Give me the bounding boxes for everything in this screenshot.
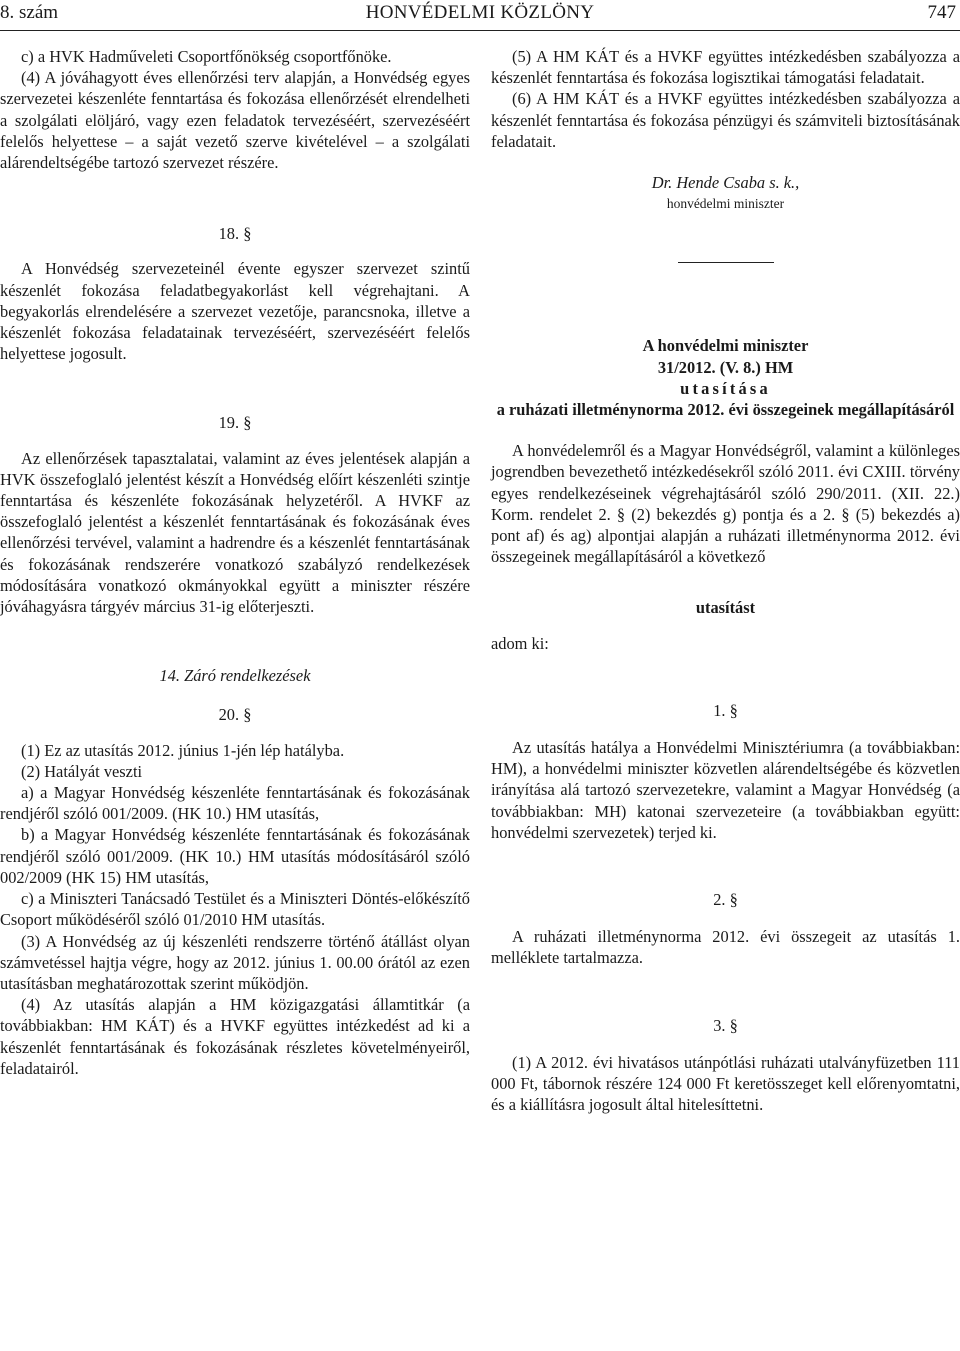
section-18-heading: 18. § [218,224,252,244]
section-20-item-1: (1) Ez az utasítás 2012. június 1-jén lép hatályba. [21,740,345,760]
order-keyword: utasítást [695,598,756,618]
journal-title: HONVÉDELMI KÖZLÖNY [365,2,595,23]
section-2-heading: 2. § [713,890,738,910]
left-column [0,46,470,1079]
order-adom-ki: adom ki: [491,633,549,653]
page-number: 747 [927,2,956,23]
order-title-number: 31/2012. (V. 8.) HM [657,357,794,377]
paragraph-5: (5) A HM KÁT és a HVKF együttes intézkedésben szabályozza a készenlét fenntartása és fokozása logisztikai támogatási feladatait. [491,47,960,88]
paragraph-4: (4) A jóváhagyott éves ellenőrzési terv alapján, a Honvédség egyes szervezetei készenléte fenntartása és fokozása ellenőrzését elrendelheti a szolgálati elöljáró, vagy ezen feladatok tervezéséért, szervezéséért felelős helyettese – a saját vezető szerve kivételével – a szolgálati alárendeltségébe tartozó szervezet részére. [0,68,470,173]
section-3-heading: 3. § [713,1015,738,1035]
section-20-item-4: (4) Az utasítás alapján a HM közigazgatási államtitkár (a továbbiakban: HM KÁT) és a HVKF együttes intézkedést ad ki a készenlét fenntartásának és fokozásának részletes követelményeiről, feladatairól. [0,995,470,1078]
section-20-heading: 20. § [218,705,252,725]
section-2-text: A ruházati illetménynorma 2012. évi összegeit az utasítás 1. melléklete tartalmazza. [491,927,960,968]
paragraph-6: (6) A HM KÁT és a HVKF együttes intézkedésben szabályozza a készenlét fenntartása és fokozása pénzügyi és számviteli biztosításának feladatait. [491,89,960,151]
section-19-heading: 19. § [218,413,252,433]
order-title-type: utasítása [680,378,771,398]
section-20-item-2b: b) a Magyar Honvédség készenléte fenntartásának és fokozásának rendjéről szóló 001/2009. (HK 10.) HM utasítás módosításáról szóló 002/2009 (HK 15) HM utasítás, [0,825,470,887]
section-19-text: Az ellenőrzések tapasztalatai, valamint az éves jelentések alapján a HVK összefoglaló jelentést készít a Honvédség előírt készenléti szintje fenntartása és készenléte fokozásának helyzetéről. A HVKF az összefoglaló jelentést a készenlét fenntartásának és fokozásának éves ellenőrzési tervével, valamint a hadrendre és a készenlét fenntartásának és fokozásának rendszerére vonatkozó szabályzó rendelkezések módosítására vonatkozó okmányokkal együtt a miniszter részére jóváhagyásra tárgyév március 31-ig előterjeszti. [0,448,470,617]
issue-number: 8. szám [0,2,59,23]
section-20-item-2: (2) Hatályát veszti [21,761,143,781]
chapter-14-heading: 14. Záró rendelkezések [159,666,311,686]
section-1-text: Az utasítás hatálya a Honvédelmi Minisztériumra (a továbbiakban: HM), a honvédelmi miniszter közvetlen alárendeltségébe és közvetlen irányítása alá tartozó szervezetekre, valamint a Magyar Honvédség (a továbbiakban: MH) katonai szervezeteire (a továbbiakban együtt: honvédelmi szervezetek) terjed ki. [491,738,960,842]
order-preamble: A honvédelemről és a Magyar Honvédségről, valamint a különleges jogrendben bevezethető intézkedésekről szóló 2011. évi CXIII. törvény egyes rendelkezéseinek végrehajtásáról szóló 290/2011. (XII. 22.) Korm. rendelet 2. § (2) bekezdés g) pontja és a 2. § (5) bekezdés a) pont af) és ag) alpontjai alapján a ruházati illetménynorma 2012. évi összegeinek megállapításáról a következő [491,441,960,567]
section-20-item-3: (3) A Honvédség az új készenléti rendszerre történő átállást olyan számvetéssel hajtja végre, hogy az 2012. június 1. 00.00 órától az ezen utasításban meghatározottak szerint működjön. [0,931,470,993]
signature-title: honvédelmi miniszter [666,196,785,212]
section-3-text: (1) A 2012. évi hivatásos utánpótlási ruházati utalványfüzetben 111 000 Ft, tábornok részére 124 000 Ft keretösszeget kell előrenyomtatni, és a kiállításra jogosult által hitelesíttetni. [491,1052,960,1115]
signature-name: Dr. Hende Csaba s. k., [651,173,800,193]
paragraph-c: c) a HVK Hadműveleti Csoportfőnökség csoportfőnöke. [21,47,392,66]
separator-rule [678,262,774,263]
page-header [0,0,960,31]
section-20-item-2a: a) a Magyar Honvédség készenléte fenntartásának és fokozásának rendjéről szóló 001/2009. (HK 10.) HM utasítás, [0,783,470,824]
order-title-issuer: A honvédelmi miniszter [642,336,809,356]
section-1-heading: 1. § [713,700,738,720]
order-title-subject: a ruházati illetménynorma 2012. évi összegeinek megállapításáról [496,400,955,420]
section-18-text: A Honvédség szervezeteinél évente egyszer szervezet szintű készenlét fokozása feladatbegyakorlást kell végrehajtani. A begyakorlás elrendelésére a szervezet vezetője, parancsnoka, illetve a készenlét fokozása feladatainak tervezéséért, szervezéséért felelős helyettese jogosult. [0,259,470,364]
right-column [491,46,960,1116]
section-20-item-2c: c) a Miniszteri Tanácsadó Testület és a Miniszteri Döntés-előkészítő Csoport működéséről szóló 01/2010 HM utasítás. [0,889,470,930]
